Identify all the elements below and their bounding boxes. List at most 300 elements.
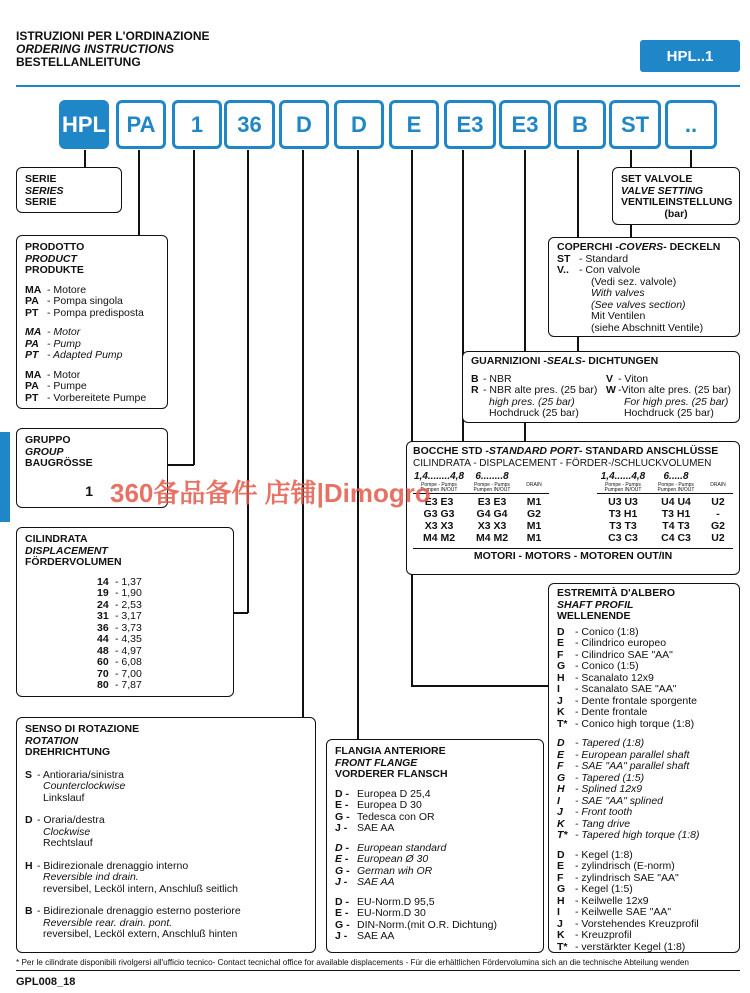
table-cell: T3 H1	[608, 507, 638, 520]
displacement-title-it: CILINDRATA	[25, 533, 88, 545]
list-item-key: E	[557, 637, 565, 649]
covers-v-value: - Con valvole	[579, 264, 641, 276]
group-title-en: GROUP	[25, 445, 64, 458]
valve-unit: (bar)	[664, 207, 688, 220]
product-list-it	[25, 285, 159, 320]
rotation-item	[25, 861, 307, 896]
valve-title-en: VALVE SETTING	[621, 184, 704, 197]
connector-line	[357, 150, 359, 740]
table-cell: U3 U3	[608, 495, 638, 508]
flange-list-de	[335, 897, 535, 943]
list-item-key: 48	[97, 644, 109, 657]
list-item	[25, 296, 159, 308]
seal-r-value: - NBR alte pres. (25 bar)	[483, 384, 598, 396]
list-item-value: Europea D 25,4	[357, 787, 431, 800]
table-cell: M4 M2	[422, 531, 456, 544]
list-item-key: PT	[25, 306, 39, 319]
list-item-key: PT	[25, 349, 39, 361]
list-item-value: - Keilwelle 12x9	[575, 894, 649, 907]
list-item-value: European Ø 30	[357, 853, 429, 865]
code-segment: E	[389, 100, 439, 149]
list-item-key: J -	[335, 930, 348, 942]
rotation-box	[16, 717, 316, 953]
list-item-value: - 4,97	[115, 644, 142, 657]
seals-title-en: SEALS	[546, 355, 582, 367]
list-item-key: MA	[25, 283, 42, 296]
list-item	[25, 327, 159, 339]
covers-note-de2: (siehe Abschnitt Ventile)	[591, 321, 704, 334]
list-item-key: J	[557, 694, 563, 707]
ports-motors-label: MOTORI - MOTORS - MOTOREN OUT/IN	[413, 548, 733, 563]
list-item	[557, 861, 731, 873]
list-item	[25, 381, 159, 393]
rotation-en: Reversible rear. drain. pont.	[43, 916, 173, 929]
group-title-it: GRUPPO	[25, 434, 71, 446]
valve-title-de: VENTILEINSTELLUNG	[621, 196, 733, 208]
seals-title-it: GUARNIZIONI -	[471, 355, 547, 367]
rotation-it: - Oraria/destra	[37, 814, 105, 826]
rotation-it: - Bidirezionale drenaggio esterno posteriore	[37, 905, 241, 917]
list-item-value: Europea D 30	[357, 799, 422, 811]
list-item-value: - European parallel shaft	[575, 748, 690, 761]
seal-r-en: high pres. (25 bar)	[489, 395, 575, 408]
list-item-value: German wih OR	[357, 864, 433, 877]
rotation-key: H	[25, 859, 33, 872]
list-item-value: - Pompa singola	[47, 295, 123, 307]
list-item	[557, 830, 731, 842]
shaft-title-en: SHAFT PROFIL	[557, 598, 634, 611]
list-item-value: - SAE "AA" parallel shaft	[575, 760, 690, 772]
table-row	[597, 520, 733, 532]
model-badge: HPL..1	[640, 40, 740, 72]
table-cell: M1	[526, 519, 542, 532]
list-item-value: - 7,87	[115, 679, 142, 691]
header-titles	[16, 30, 210, 69]
list-item-key: 24	[97, 598, 109, 611]
list-item-value: - Vorstehendes Kreuzprofil	[575, 917, 699, 930]
list-item-value: - Tapered (1:5)	[575, 771, 645, 784]
table-cell: M1	[526, 495, 542, 508]
table-cell: M1	[526, 531, 542, 544]
list-item	[25, 308, 159, 320]
rotation-de: Linkslauf	[43, 791, 85, 804]
list-item-value: - 7,00	[115, 667, 142, 680]
connector-line	[411, 685, 549, 687]
list-item-key: K	[557, 706, 565, 718]
list-item-value: - 6,08	[115, 656, 142, 668]
shaft-list-en	[557, 738, 731, 842]
rotation-item	[25, 815, 307, 850]
group-title-de: BAUGRÖSSE	[25, 457, 93, 469]
table-cell: G2	[526, 507, 541, 520]
rotation-title-it: SENSO DI ROTAZIONE	[25, 723, 140, 735]
ports-header-2: 6........8	[475, 471, 509, 482]
ports-title-en: STANDARD PORT	[488, 445, 579, 457]
table-cell: U2	[711, 531, 725, 544]
flange-list-it	[335, 789, 535, 835]
list-item-value: SAE AA	[357, 930, 395, 942]
ports-box: BOCCHE STD - STANDARD PORT - STANDARD ANSCHLÜSSE CILINDRATA - DISPLACEMENT - FÖRDER-/SCHLUCKVOLUMEN 1,4........4,8 6........8 Pompe - Pumps Pumpen IN/OUT Pompe - Pumps Pumpen IN/OUT DRAIN E3 E3 E3 E3 M1 G3 G3 G4 G4 G2 X3 X3 X3 X3 M1 M4 M2 M4 M2 M1 1,4......4,8 6.....8 Pompe - Pumps Pumpen IN/OUT Pompe - Pumps Pumpen IN/OUT DRAIN U3 U3 U4 U4 U2 T3 H1 T3 H1 - T3 T3 T4 T3 G2 C3 C3 C4 C3 U2 MOTORI - MOTORS - MOTOREN OUT/IN	[406, 441, 740, 575]
list-item-value: - verstärkter Kegel (1:8)	[575, 940, 686, 953]
ports-title-it: BOCCHE STD -	[413, 445, 489, 457]
table-cell: G2	[710, 519, 725, 532]
list-item	[335, 877, 535, 889]
list-item-key: T*	[557, 717, 568, 730]
list-item-key: K	[557, 817, 565, 830]
list-item-value: - 1,37	[115, 575, 142, 588]
table-cell: X3 X3	[477, 519, 507, 532]
list-item	[97, 611, 225, 623]
connector-line	[168, 464, 194, 466]
code-segment: PA	[116, 100, 166, 149]
list-item-value: European standard	[357, 841, 447, 854]
list-item-value: - Pumpe	[47, 380, 87, 392]
title-en: ORDERING INSTRUCTIONS	[16, 42, 175, 56]
list-item-key: 36	[97, 621, 109, 634]
table-cell: M4 M2	[475, 531, 509, 544]
list-item-key: E -	[335, 799, 349, 811]
list-item	[557, 719, 731, 731]
list-item	[97, 657, 225, 669]
list-item-value: - Motor	[47, 368, 81, 381]
list-item-key: MA	[25, 368, 42, 381]
table-row	[413, 496, 549, 508]
list-item-key: 70	[97, 667, 109, 680]
flange-title-de: VORDERER FLANSCH	[335, 768, 448, 780]
list-item-value: - Kegel (1:8)	[575, 848, 633, 861]
list-item	[557, 661, 731, 673]
table-cell: C4 C3	[661, 531, 691, 544]
shaft-title-it: ESTREMITÀ D'ALBERO	[557, 587, 675, 599]
list-item-value: - 2,53	[115, 598, 142, 611]
table-cell: E3 E3	[424, 495, 454, 508]
covers-note-it: (Vedi sez. valvole)	[591, 275, 677, 288]
table-cell: U2	[711, 495, 725, 508]
list-item-key: K	[557, 929, 565, 941]
list-item-key: G -	[335, 918, 350, 931]
list-item-key: MA	[25, 326, 42, 338]
valve-title-it: SET VALVOLE	[621, 173, 693, 185]
seal-v-value: - Viton	[617, 372, 649, 385]
list-item-value: DIN-Norm.(mit O.R. Dichtung)	[357, 918, 498, 931]
list-item-key: PT	[25, 391, 39, 404]
list-item-key: 44	[97, 633, 109, 645]
connector-line	[138, 150, 140, 235]
table-row	[597, 532, 733, 544]
list-item-key: D -	[335, 787, 349, 800]
list-item	[97, 680, 225, 692]
list-item-value: - 3,17	[115, 610, 142, 622]
code-segment: D	[334, 100, 384, 149]
list-item-value: - Keilwelle SAE "AA"	[575, 906, 672, 918]
covers-title-en: COVERS	[618, 241, 664, 253]
seal-v-key: V	[605, 372, 613, 385]
list-item-value: - 1,90	[115, 587, 142, 599]
list-item-key: T*	[557, 829, 568, 841]
rotation-title-de: DREHRICHTUNG	[25, 746, 111, 758]
list-item-key: F	[557, 760, 564, 772]
displacement-title-en: DISPLACEMENT	[25, 544, 108, 557]
list-item-key: D	[557, 737, 565, 749]
shaft-list-de	[557, 850, 731, 954]
rotation-it: - Bidirezionale drenaggio interno	[37, 859, 189, 872]
rotation-list	[25, 770, 307, 941]
list-item-key: D	[557, 848, 565, 861]
list-item-key: 31	[97, 610, 109, 622]
covers-note-en1: With valves	[591, 287, 645, 299]
header-divider	[16, 85, 740, 87]
list-item-key: H	[557, 783, 565, 795]
connector-line	[193, 150, 195, 465]
list-item	[25, 350, 159, 362]
table-cell: T3 T3	[609, 519, 637, 532]
group-value: 1	[85, 482, 93, 499]
ports-table-left	[413, 496, 549, 544]
table-cell: G4 G4	[476, 507, 508, 520]
code-segment: D	[279, 100, 329, 149]
list-item-key: G -	[335, 864, 350, 877]
rotation-de: reversibel, Lecköl intern, Anschluß seitlich	[43, 882, 238, 895]
table-cell: C3 C3	[608, 531, 638, 544]
list-item	[557, 707, 731, 719]
list-item-value: - Kreuzprofil	[575, 929, 632, 941]
list-item-value: - Splined 12x9	[575, 783, 643, 795]
list-item	[557, 684, 731, 696]
list-item	[97, 588, 225, 600]
seals-box	[462, 351, 740, 423]
seal-r-de: Hochdruck (25 bar)	[489, 407, 579, 419]
list-item-value: - Dente frontale sporgente	[575, 694, 697, 707]
rotation-item	[25, 906, 307, 941]
table-cell: X3 X3	[424, 519, 454, 532]
list-item-key: I	[557, 794, 560, 807]
footnote: * Per le cilindrate disponibili rivolgersi all'ufficio tecnico- Contact tecnichal office for available displacements - Für die erhältlichen Fördervolumina sich an die technische Abteilung wenden	[16, 958, 689, 967]
list-item-value: EU-Norm.D 30	[357, 907, 426, 919]
list-item-key: I	[557, 683, 560, 695]
list-item-key: F	[557, 871, 564, 884]
list-item-value: - Kegel (1:5)	[575, 883, 633, 895]
code-segment: E3	[499, 100, 551, 149]
document-code: GPL008_18	[16, 976, 76, 988]
product-title-de: PRODUKTE	[25, 264, 84, 276]
product-list-en	[25, 327, 159, 362]
list-item	[557, 907, 731, 919]
connector-line	[411, 150, 413, 686]
list-item	[335, 823, 535, 835]
list-item-key: I	[557, 906, 560, 918]
displacement-box	[16, 527, 234, 697]
list-item-value: - Pompa predisposta	[47, 306, 144, 319]
connector-line	[690, 150, 692, 168]
rotation-en: Counterclockwise	[43, 780, 126, 792]
connector-line	[234, 612, 248, 614]
flange-title-it: FLANGIA ANTERIORE	[335, 745, 446, 757]
rotation-de: Rechtslauf	[43, 837, 93, 849]
seal-w-key: W	[605, 384, 616, 396]
list-item	[557, 784, 731, 796]
table-cell: G3 G3	[423, 507, 455, 520]
list-item-key: E -	[335, 907, 349, 919]
connector-line	[302, 150, 304, 718]
list-item-key: G -	[335, 810, 350, 823]
list-item-value: - Dente frontale	[575, 706, 648, 718]
list-item-value: - Cilindrico europeo	[575, 637, 667, 649]
list-item-value: EU-Norm.D 95,5	[357, 895, 435, 908]
seal-w-de: Hochdruck (25 bar)	[623, 407, 714, 419]
connector-line	[84, 150, 86, 167]
list-item-key: J -	[335, 822, 348, 834]
footer-divider	[16, 970, 740, 971]
shaft-list-it	[557, 627, 731, 731]
flange-list-en	[335, 843, 535, 889]
rotation-key: D	[25, 814, 33, 826]
table-row	[413, 508, 549, 520]
list-item-value: - Scanalato 12x9	[575, 671, 654, 684]
list-item	[335, 908, 535, 920]
section-accent	[0, 432, 10, 522]
seal-w-value: -Viton alte pres. (25 bar)	[617, 384, 731, 396]
list-item-value: - Scanalato SAE "AA"	[575, 683, 677, 695]
list-item-key: E	[557, 860, 565, 872]
serie-box	[16, 167, 122, 213]
list-item-key: G	[557, 883, 566, 895]
list-item-value: - Pump	[47, 337, 81, 350]
table-row	[597, 508, 733, 520]
list-item-value: - Motor	[47, 326, 81, 338]
list-item-key: 80	[97, 679, 109, 691]
list-item-value: SAE AA	[357, 822, 395, 834]
list-item	[557, 930, 731, 942]
list-item-key: 14	[97, 575, 109, 588]
seals-title-de: - DICHTUNGEN	[581, 355, 659, 367]
list-item	[335, 931, 535, 943]
list-item-key: D -	[335, 895, 349, 908]
table-row	[597, 496, 733, 508]
product-box	[16, 235, 168, 409]
code-segment: 36	[224, 100, 275, 149]
code-segment: ..	[665, 100, 717, 149]
displacement-list	[25, 577, 225, 692]
list-item-key: J	[557, 917, 563, 930]
list-item-value: SAE AA	[357, 876, 395, 888]
rotation-key: S	[25, 768, 33, 781]
title-it: ISTRUZIONI PER L'ORDINAZIONE	[16, 29, 210, 43]
rotation-item	[25, 770, 307, 805]
serie-title-en: SERIES	[25, 184, 64, 197]
list-item-key: T*	[557, 940, 568, 953]
ports-title-de: - STANDARD ANSCHLÜSSE	[578, 445, 719, 457]
table-row	[413, 532, 549, 544]
list-item-key: 19	[97, 587, 109, 599]
table-cell: U4 U4	[661, 495, 691, 508]
rotation-title-en: ROTATION	[25, 734, 79, 747]
list-item-value: - Tapered (1:8)	[575, 737, 645, 749]
list-item-key: E -	[335, 853, 349, 865]
list-item-value: - Adapted Pump	[47, 349, 123, 361]
product-title-en: PRODUCT	[25, 252, 77, 265]
list-item-value: Tedesca con OR	[357, 810, 435, 823]
list-item-value: - 4,35	[115, 633, 142, 645]
list-item-value: - Tapered high torque (1:8)	[575, 829, 700, 841]
seal-b-key: B	[471, 372, 479, 385]
shaft-box	[548, 583, 740, 953]
list-item-key: H	[557, 894, 565, 907]
list-item-value: - 3,73	[115, 621, 142, 634]
covers-title-de: - DECKELN	[663, 241, 721, 253]
list-item-value: - Vorbereitete Pumpe	[47, 391, 147, 404]
rotation-key: B	[25, 905, 33, 917]
list-item-value: - zylindrisch (E-norm)	[575, 860, 675, 872]
list-item	[25, 370, 159, 382]
table-cell: E3 E3	[477, 495, 507, 508]
list-item	[557, 807, 731, 819]
list-item-value: - Tang drive	[575, 817, 631, 830]
rotation-de: reversibel, Lecköl extern, Anschluß hinten	[43, 928, 238, 940]
valve-setting-box	[612, 167, 740, 225]
list-item-key: E	[557, 748, 565, 761]
flange-box	[326, 739, 544, 953]
covers-note-en2: (See valves section)	[591, 298, 686, 311]
list-item	[557, 738, 731, 750]
list-item	[557, 884, 731, 896]
code-segment: B	[554, 100, 606, 149]
product-title-it: PRODOTTO	[25, 241, 85, 253]
seal-b-value: - NBR	[483, 372, 512, 385]
list-item-key: F	[557, 648, 564, 661]
ports-subtitle: CILINDRATA - DISPLACEMENT - FÖRDER-/SCHLUCKVOLUMEN	[413, 457, 712, 469]
watermark: 360备品备件 店铺|Dimogro	[110, 478, 431, 508]
code-segment: HPL	[59, 100, 109, 149]
table-cell: -	[716, 507, 720, 520]
flange-title-en: FRONT FLANGE	[335, 756, 418, 769]
product-list-de	[25, 370, 159, 405]
covers-v-key: V..	[557, 264, 569, 276]
list-item-value: - Front tooth	[575, 806, 633, 818]
covers-box	[548, 237, 740, 337]
seal-r-key: R	[471, 384, 479, 396]
list-item	[335, 854, 535, 866]
seal-w-en: For high pres. (25 bar)	[623, 395, 729, 408]
list-item	[557, 638, 731, 650]
list-item-key: 60	[97, 656, 109, 668]
list-item-key: PA	[25, 337, 39, 350]
list-item	[97, 634, 225, 646]
connector-line	[247, 150, 249, 613]
list-item-key: J	[557, 806, 563, 818]
table-cell: T3 H1	[661, 507, 691, 520]
table-row	[413, 520, 549, 532]
rotation-en: Clockwise	[43, 825, 91, 838]
title-de: BESTELLANLEITUNG	[16, 55, 141, 69]
code-segment: ST	[609, 100, 661, 149]
covers-st-key: ST	[557, 252, 571, 265]
list-item-key: G	[557, 660, 566, 672]
covers-note-de1: Mit Ventilen	[591, 310, 646, 322]
list-item-key: D	[557, 625, 565, 638]
ports-header-1: 1,4........4,8	[413, 471, 465, 482]
code-segment: 1	[172, 100, 222, 149]
list-item-key: G	[557, 771, 566, 784]
rotation-it: - Antioraria/sinistra	[37, 768, 124, 781]
list-item-value: - Conico (1:8)	[575, 625, 639, 638]
list-item-key: D -	[335, 841, 349, 854]
list-item	[557, 761, 731, 773]
list-item-key: PA	[25, 295, 39, 307]
list-item	[557, 942, 731, 954]
ports-table-right	[597, 496, 733, 544]
serie-title-de: SERIE	[25, 196, 57, 208]
list-item-value: - SAE "AA" splined	[575, 794, 663, 807]
